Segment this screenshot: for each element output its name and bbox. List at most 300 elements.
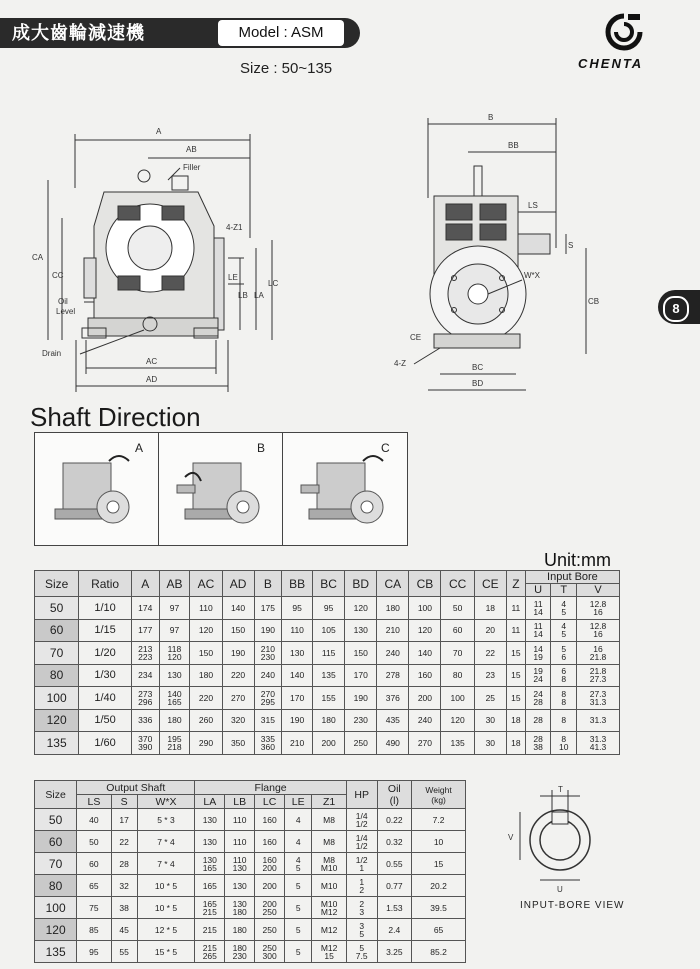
label-drain: Drain: [42, 349, 62, 358]
cell-oil: 0.32: [377, 831, 412, 853]
cell-CB: 200: [409, 687, 441, 710]
cell-HP: 1 2: [346, 875, 377, 897]
size-cell: 60: [35, 831, 77, 853]
cell-S: 17: [111, 809, 137, 831]
col-LS: LS: [77, 795, 111, 809]
col-LC: LC: [255, 795, 285, 809]
bore-label-U: U: [557, 885, 563, 894]
cell-BD: 170: [345, 664, 377, 687]
cell-ratio: 1/30: [79, 664, 132, 687]
cell-A: 177: [131, 619, 159, 642]
cell-ratio: 1/50: [79, 709, 132, 732]
cell-CB: 140: [409, 642, 441, 665]
cell-CC: 120: [441, 709, 474, 732]
col-U: U: [525, 584, 551, 597]
col-LB: LB: [225, 795, 255, 809]
cell-CB: 160: [409, 664, 441, 687]
dim-CA: CA: [32, 253, 44, 262]
table-row: [35, 664, 620, 687]
cell-oil: 0.77: [377, 875, 412, 897]
cell-CE: 20: [474, 619, 506, 642]
unit-label: Unit:mm: [544, 550, 611, 570]
cell-LC: 160 200: [255, 853, 285, 875]
size-cell: 100: [35, 897, 77, 919]
cell-Z: 11: [506, 597, 525, 620]
cell-LS: 50: [77, 831, 111, 853]
cell-B: 210 230: [254, 642, 282, 665]
dim-S: S: [568, 241, 574, 250]
size-cell: 120: [35, 919, 77, 941]
cell-WX: 10 * 5: [137, 875, 195, 897]
cell-V: 16 21.8: [577, 642, 620, 665]
cell-Z: 18: [506, 709, 525, 732]
cell-CB: 120: [409, 619, 441, 642]
cell-ratio: 1/15: [79, 619, 132, 642]
cell-LE: 4: [285, 809, 312, 831]
cell-AD: 140: [222, 597, 254, 620]
label-level: Level: [56, 307, 76, 316]
table-row: [35, 941, 466, 963]
cell-A: 174: [131, 597, 159, 620]
col-T: T: [551, 584, 577, 597]
cell-LE: 5: [285, 897, 312, 919]
table-row: [35, 619, 620, 642]
cell-LE: 5: [285, 875, 312, 897]
bore-label-T: T: [558, 785, 563, 794]
col-input-bore: Input Bore: [525, 571, 619, 584]
cell-weight: 15: [412, 853, 466, 875]
cell-T: 6 8: [551, 664, 577, 687]
col-WX: W*X: [137, 795, 195, 809]
cell-CB: 240: [409, 709, 441, 732]
cell-V: 31.3: [577, 709, 620, 732]
bore-label-V: V: [508, 833, 514, 842]
cell-AD: 320: [222, 709, 254, 732]
shaft-direction-heading: Shaft Direction: [30, 402, 201, 432]
cell-BD: 120: [345, 597, 377, 620]
cell-HP: 3 5: [346, 919, 377, 941]
cell-AD: 270: [222, 687, 254, 710]
size-cell: 70: [35, 642, 79, 665]
cell-WX: 15 * 5: [137, 941, 195, 963]
cell-LB: 180: [225, 919, 255, 941]
cell-AC: 180: [190, 664, 222, 687]
cell-Z: 15: [506, 664, 525, 687]
cell-T: 5 6: [551, 642, 577, 665]
col-BB: BB: [282, 571, 313, 597]
cell-LS: 85: [77, 919, 111, 941]
cell-BB: 140: [282, 664, 313, 687]
cell-LC: 250: [255, 919, 285, 941]
cell-BD: 190: [345, 687, 377, 710]
cell-LC: 160: [255, 809, 285, 831]
cell-BC: 115: [313, 642, 345, 665]
side-view-drawing: [370, 108, 620, 398]
cell-WX: 12 * 5: [137, 919, 195, 941]
dim-A: A: [156, 127, 162, 136]
cell-U: 19 24: [525, 664, 551, 687]
cell-B: 240: [254, 664, 282, 687]
cell-LB: 110 130: [225, 853, 255, 875]
direction-label-a: A: [135, 441, 144, 455]
col-size: Size: [35, 571, 79, 597]
label-WX: W*X: [524, 271, 540, 280]
cell-oil: 2.4: [377, 919, 412, 941]
cell-LS: 95: [77, 941, 111, 963]
cell-AC: 150: [190, 642, 222, 665]
cell-S: 45: [111, 919, 137, 941]
size-cell: 50: [35, 809, 77, 831]
size-cell: 50: [35, 597, 79, 620]
cell-AB: 140 165: [159, 687, 190, 710]
cell-BC: 200: [313, 732, 345, 755]
dim-LA: LA: [254, 291, 264, 300]
cell-LC: 160: [255, 831, 285, 853]
dim-LS: LS: [528, 201, 538, 210]
table-row: [35, 642, 620, 665]
cell-WX: 10 * 5: [137, 897, 195, 919]
cell-S: 55: [111, 941, 137, 963]
cell-AD: 190: [222, 642, 254, 665]
cell-CA: 180: [377, 597, 409, 620]
dim-CB: CB: [588, 297, 600, 306]
cell-B: 190: [254, 619, 282, 642]
table-row: [35, 709, 620, 732]
cell-T: 4 5: [551, 619, 577, 642]
cell-Z1: M8 M10: [312, 853, 347, 875]
cell-V: 12.8 16: [577, 597, 620, 620]
col-AD: AD: [222, 571, 254, 597]
cell-ratio: 1/10: [79, 597, 132, 620]
col-S: S: [111, 795, 137, 809]
cell-LA: 130: [195, 809, 225, 831]
label-oil: Oil: [58, 297, 68, 306]
cell-A: 273 296: [131, 687, 159, 710]
table-row: [35, 875, 466, 897]
dim-LC: LC: [268, 279, 279, 288]
size-cell: 60: [35, 619, 79, 642]
cell-weight: 39.5: [412, 897, 466, 919]
cell-LA: 130: [195, 831, 225, 853]
cell-AC: 120: [190, 619, 222, 642]
chenta-logo-icon: [604, 12, 644, 52]
col-output-shaft: Output Shaft: [77, 781, 195, 795]
size-cell: 70: [35, 853, 77, 875]
size-cell: 80: [35, 875, 77, 897]
label-4-Z1: 4-Z1: [226, 223, 243, 232]
cell-BB: 210: [282, 732, 313, 755]
cell-CE: 25: [474, 687, 506, 710]
cell-BB: 110: [282, 619, 313, 642]
cell-LA: 215 265: [195, 941, 225, 963]
cell-LS: 65: [77, 875, 111, 897]
cell-WX: 5 * 3: [137, 809, 195, 831]
cell-AD: 220: [222, 664, 254, 687]
cell-BD: 130: [345, 619, 377, 642]
cell-BD: 230: [345, 709, 377, 732]
cell-Z1: M10: [312, 875, 347, 897]
col-CB: CB: [409, 571, 441, 597]
dim-BC: BC: [472, 363, 484, 372]
size-cell: 135: [35, 941, 77, 963]
dim-B: B: [488, 113, 494, 122]
cell-A: 370 390: [131, 732, 159, 755]
cell-AC: 220: [190, 687, 222, 710]
cell-Z: 18: [506, 732, 525, 755]
col-ratio: Ratio: [79, 571, 132, 597]
cell-HP: 1/4 1/2: [346, 831, 377, 853]
col-LA: LA: [195, 795, 225, 809]
col-CC: CC: [441, 571, 474, 597]
cell-BD: 250: [345, 732, 377, 755]
cell-weight: 20.2: [412, 875, 466, 897]
cell-CC: 70: [441, 642, 474, 665]
cell-weight: 65: [412, 919, 466, 941]
col-hp: HP: [346, 781, 377, 809]
cell-CE: 18: [474, 597, 506, 620]
cell-BB: 190: [282, 709, 313, 732]
table-row: [35, 897, 466, 919]
dim-LE: LE: [228, 273, 238, 282]
cell-Z: 15: [506, 642, 525, 665]
output-flange-table: [34, 780, 466, 963]
front-view-drawing: [28, 118, 328, 400]
cell-ratio: 1/20: [79, 642, 132, 665]
dim-BD: BD: [472, 379, 484, 388]
table-row: [35, 732, 620, 755]
cell-LS: 40: [77, 809, 111, 831]
cell-CB: 100: [409, 597, 441, 620]
cell-B: 270 295: [254, 687, 282, 710]
cell-CA: 240: [377, 642, 409, 665]
cell-U: 14 19: [525, 642, 551, 665]
cell-HP: 2 3: [346, 897, 377, 919]
cell-T: 4 5: [551, 597, 577, 620]
cell-WX: 7 * 4: [137, 853, 195, 875]
col-BD: BD: [345, 571, 377, 597]
bore-view-caption: INPUT-BORE VIEW: [520, 900, 625, 911]
input-bore-view-drawing: [500, 782, 610, 900]
cell-CE: 30: [474, 732, 506, 755]
cell-S: 28: [111, 853, 137, 875]
cell-AD: 150: [222, 619, 254, 642]
cell-LC: 250 300: [255, 941, 285, 963]
cell-Z: 15: [506, 687, 525, 710]
col-Z1: Z1: [312, 795, 347, 809]
cell-AC: 260: [190, 709, 222, 732]
cell-CC: 135: [441, 732, 474, 755]
cell-oil: 0.22: [377, 809, 412, 831]
cell-CA: 376: [377, 687, 409, 710]
col-AB: AB: [159, 571, 190, 597]
cell-weight: 85.2: [412, 941, 466, 963]
cell-CA: 210: [377, 619, 409, 642]
cell-A: 213 223: [131, 642, 159, 665]
cell-AB: 180: [159, 709, 190, 732]
cell-oil: 0.55: [377, 853, 412, 875]
size-cell: 100: [35, 687, 79, 710]
cell-CE: 22: [474, 642, 506, 665]
dimension-table-header: [35, 571, 620, 584]
col-LE: LE: [285, 795, 312, 809]
cell-CC: 50: [441, 597, 474, 620]
cell-HP: 1/2 1: [346, 853, 377, 875]
cell-BC: 180: [313, 709, 345, 732]
cell-LE: 4 5: [285, 853, 312, 875]
cell-A: 234: [131, 664, 159, 687]
cell-AB: 97: [159, 597, 190, 620]
cell-V: 31.3 41.3: [577, 732, 620, 755]
cell-AB: 118 120: [159, 642, 190, 665]
cell-LA: 165: [195, 875, 225, 897]
cell-T: 8 8: [551, 687, 577, 710]
cell-BB: 95: [282, 597, 313, 620]
direction-label-b: B: [257, 441, 266, 455]
cell-B: 315: [254, 709, 282, 732]
col-oil: Oil (l): [377, 781, 412, 809]
table-row: [35, 919, 466, 941]
col-CE: CE: [474, 571, 506, 597]
cell-S: 32: [111, 875, 137, 897]
cell-AC: 290: [190, 732, 222, 755]
cell-CC: 80: [441, 664, 474, 687]
table-row: [35, 597, 620, 620]
cell-CB: 270: [409, 732, 441, 755]
cell-Z1: M12 15: [312, 941, 347, 963]
cell-B: 175: [254, 597, 282, 620]
table-row: [35, 687, 620, 710]
cell-LB: 180 230: [225, 941, 255, 963]
col-size: Size: [35, 781, 77, 809]
cell-LE: 4: [285, 831, 312, 853]
cell-A: 336: [131, 709, 159, 732]
cell-BD: 150: [345, 642, 377, 665]
label-filler: Filler: [183, 163, 201, 172]
cell-LA: 165 215: [195, 897, 225, 919]
cell-LS: 75: [77, 897, 111, 919]
cell-CE: 23: [474, 664, 506, 687]
cell-CC: 60: [441, 619, 474, 642]
cell-LA: 130 165: [195, 853, 225, 875]
cell-LC: 200 250: [255, 897, 285, 919]
cell-CA: 490: [377, 732, 409, 755]
dim-AB: AB: [186, 145, 197, 154]
cell-S: 22: [111, 831, 137, 853]
dim-AC: AC: [146, 357, 158, 366]
cell-BC: 155: [313, 687, 345, 710]
shaft-direction-b: [158, 432, 284, 546]
size-range: Size : 50~135: [240, 60, 333, 77]
cell-oil: 1.53: [377, 897, 412, 919]
cell-V: 12.8 16: [577, 619, 620, 642]
size-cell: 120: [35, 709, 79, 732]
col-flange: Flange: [195, 781, 347, 795]
cell-AB: 195 218: [159, 732, 190, 755]
table-row: [35, 853, 466, 875]
cell-Z1: M8: [312, 831, 347, 853]
cell-U: 24 28: [525, 687, 551, 710]
size-cell: 80: [35, 664, 79, 687]
col-Z: Z: [506, 571, 525, 597]
direction-label-c: C: [381, 441, 390, 455]
cell-CA: 435: [377, 709, 409, 732]
cell-CC: 100: [441, 687, 474, 710]
col-CA: CA: [377, 571, 409, 597]
page-tab-number: 8: [663, 296, 689, 322]
cell-LC: 200: [255, 875, 285, 897]
cell-CA: 278: [377, 664, 409, 687]
cell-S: 38: [111, 897, 137, 919]
cell-LE: 5: [285, 919, 312, 941]
cell-AC: 110: [190, 597, 222, 620]
cell-weight: 7.2: [412, 809, 466, 831]
label-4-Z: 4-Z: [394, 359, 406, 368]
cell-LB: 110: [225, 831, 255, 853]
cell-BB: 170: [282, 687, 313, 710]
cell-U: 28 38: [525, 732, 551, 755]
cell-Z1: M8: [312, 809, 347, 831]
cell-ratio: 1/60: [79, 732, 132, 755]
cell-BB: 130: [282, 642, 313, 665]
shaft-direction-a: [34, 432, 160, 546]
col-AC: AC: [190, 571, 222, 597]
cell-U: 11 14: [525, 619, 551, 642]
brand-name: CHENTA: [578, 56, 644, 71]
cell-WX: 7 * 4: [137, 831, 195, 853]
cell-LE: 5: [285, 941, 312, 963]
cell-HP: 1/4 1/2: [346, 809, 377, 831]
cell-AB: 130: [159, 664, 190, 687]
cell-AB: 97: [159, 619, 190, 642]
cell-AD: 350: [222, 732, 254, 755]
model-label: Model : ASM: [218, 20, 344, 46]
cell-LA: 215: [195, 919, 225, 941]
dim-CE: CE: [410, 333, 422, 342]
dimension-table: [34, 570, 620, 755]
product-title: 成大齒輪減速機: [12, 23, 145, 43]
cell-Z1: M12: [312, 919, 347, 941]
cell-CE: 30: [474, 709, 506, 732]
cell-T: 8 10: [551, 732, 577, 755]
col-A: A: [131, 571, 159, 597]
dim-BB: BB: [508, 141, 519, 150]
dim-AD: AD: [146, 375, 158, 384]
cell-Z1: M10 M12: [312, 897, 347, 919]
cell-T: 8: [551, 709, 577, 732]
table-row: [35, 809, 466, 831]
cell-BC: 135: [313, 664, 345, 687]
col-V: V: [577, 584, 620, 597]
table-row: [35, 831, 466, 853]
cell-LS: 60: [77, 853, 111, 875]
cell-LB: 130: [225, 875, 255, 897]
cell-U: 28: [525, 709, 551, 732]
dim-CC: CC: [52, 271, 64, 280]
shaft-direction-c: [282, 432, 408, 546]
cell-BC: 95: [313, 597, 345, 620]
cell-V: 27.3 31.3: [577, 687, 620, 710]
col-weight: Weight (kg): [412, 781, 466, 809]
cell-BC: 105: [313, 619, 345, 642]
cell-HP: 5 7.5: [346, 941, 377, 963]
cell-ratio: 1/40: [79, 687, 132, 710]
cell-LB: 110: [225, 809, 255, 831]
cell-oil: 3.25: [377, 941, 412, 963]
cell-B: 335 360: [254, 732, 282, 755]
cell-U: 11 14: [525, 597, 551, 620]
cell-V: 21.8 27.3: [577, 664, 620, 687]
size-cell: 135: [35, 732, 79, 755]
